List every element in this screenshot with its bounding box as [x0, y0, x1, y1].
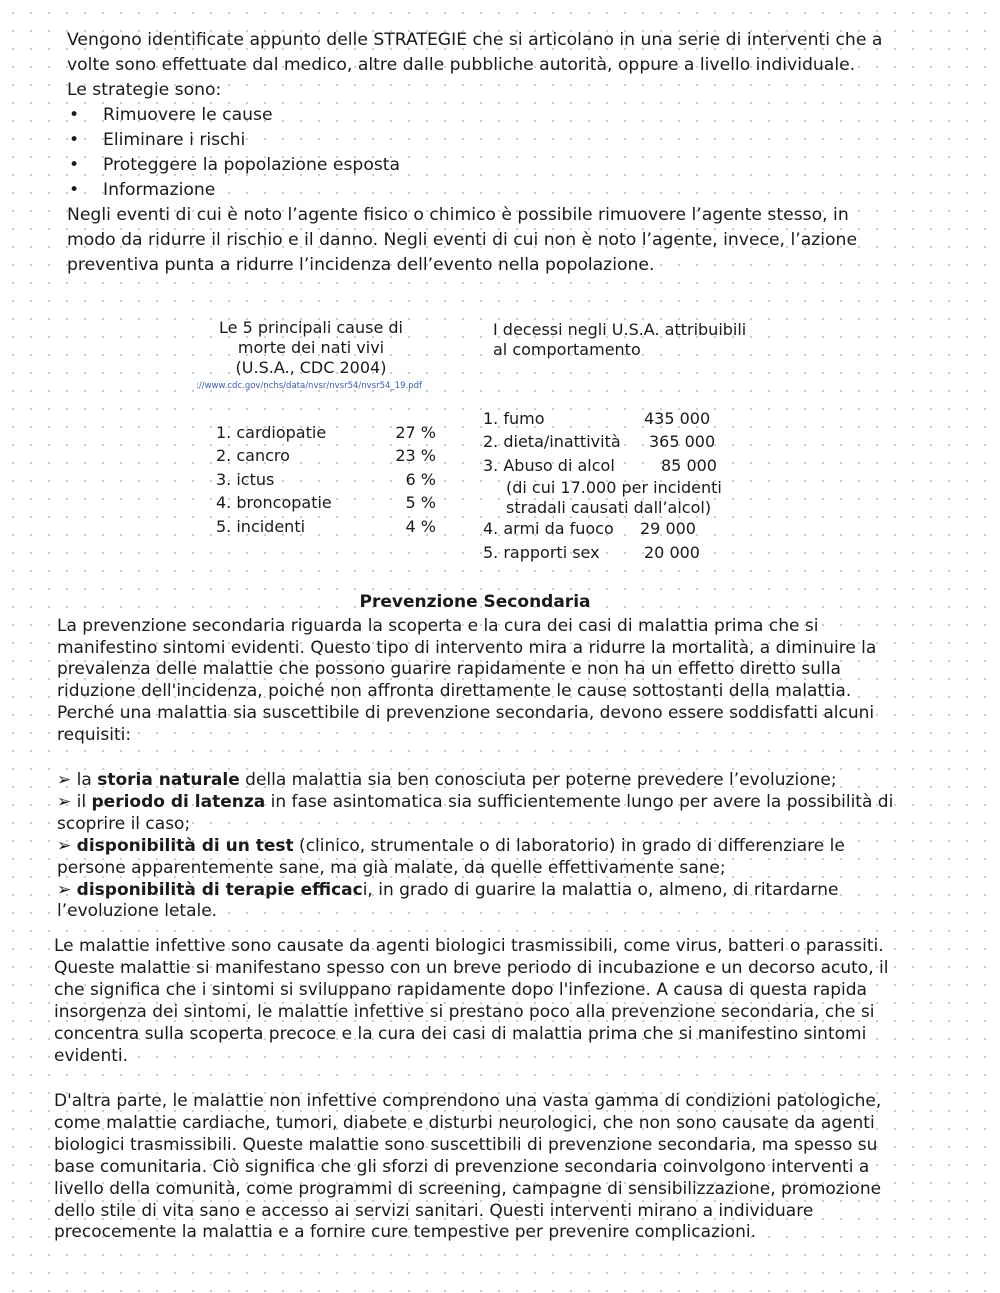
text-line: Perché una malattia sia suscettibile di prevenzione secondaria, devono essere soddisfatti alcuni — [57, 702, 875, 723]
source-link[interactable]: ://www.cdc.gov/nchs/data/nvsr/nvsr54/nvsr54_19.pdf — [196, 381, 422, 391]
text-line: prevalenza delle malattie che possono guarire rapidamente e non ha un effetto diretto sulla — [57, 659, 841, 680]
text-line: che significa che i sintomi si sviluppano rapidamente dopo l'infezione. A causa di questa rapida — [54, 979, 867, 1000]
text-line: insorgenza dei sintomi, le malattie infettive si prestano poco alla prevenzione secondaria, che si — [54, 1001, 875, 1022]
table-row — [216, 421, 436, 445]
noninfective-paragraph — [54, 1091, 954, 1244]
note-line: stradali causati dall’alcol) — [506, 497, 712, 517]
secondary-paragraph — [57, 616, 947, 746]
row-label: 5. incidenti — [216, 516, 306, 536]
arrow-icon: ➢ — [57, 835, 72, 856]
title-line: Le 5 principali cause di — [219, 318, 403, 337]
text-line: volte sono effettuate dal medico, altre dalle pubbliche autorità, oppure a livello individuale. — [67, 55, 856, 75]
table-title — [493, 320, 783, 360]
table-row — [216, 492, 436, 516]
row-value: 435 000 — [644, 408, 711, 428]
list-item: • Proteggere la popolazione esposta — [67, 153, 937, 178]
row-note — [483, 478, 783, 518]
requirement-item: ➢ il periodo di latenza in fase asintomatica sia sufficientemente lungo per avere la possibilità di — [57, 791, 894, 812]
requirement-continuation: l’evoluzione letale. — [57, 901, 218, 922]
table-row — [216, 468, 436, 492]
row-label: 5. rapporti sex — [483, 542, 600, 562]
row-value: 4 % — [405, 516, 436, 536]
text-line: Vengono identificate appunto delle STRATEGIE che si articolano in una serie di interventi che a — [67, 30, 883, 50]
row-value: 29 000 — [640, 519, 696, 539]
list-item: • Eliminare i rischi — [67, 128, 937, 153]
title-line: (U.S.A., CDC 2004) — [235, 358, 387, 377]
data-table — [216, 421, 436, 539]
text-line: La prevenzione secondaria riguarda la scoperta e la cura dei casi di malattia prima che si — [57, 616, 819, 636]
data-list — [483, 407, 783, 565]
infective-paragraph — [54, 936, 954, 1067]
text-line: D'altra parte, le malattie non infettive comprendono una vasta gamma di condizioni patologiche, — [54, 1091, 882, 1111]
text-line: biologici trasmissibili. Queste malattie sono suscettibili di prevenzione secondaria, ma spesso su — [54, 1134, 878, 1155]
text-line: manifestino sintomi evidenti. Questo tipo di intervento mira a ridurre la mortalità, a diminuire la — [57, 637, 877, 658]
text-line: come malattie cardiache, tumori, diabete e disturbi neurologici, che non sono causate da agenti — [54, 1112, 875, 1133]
text-line: Queste malattie si manifestano spesso con un breve periodo di incubazione e un decorso acuto, il — [54, 957, 889, 978]
behavior-deaths-table — [483, 320, 783, 565]
text-line: livello della comunità, come programmi di screening, campagne di sensibilizzazione, promozione — [54, 1178, 882, 1199]
text-line: Le strategie sono: — [67, 80, 222, 100]
text-line: preventiva punta a ridurre l’incidenza dell’evento nella popolazione. — [67, 255, 655, 275]
text-line: riduzione dell'incidenza, poiché non affronta direttamente le cause sottostanti della malattia. — [57, 681, 852, 702]
row-label: 3. ictus — [216, 469, 275, 489]
requirement-item: ➢ disponibilità di un test (clinico, strumentale o di laboratorio) in grado di differenziare le — [57, 835, 845, 856]
note-line: (di cui 17.000 per incidenti — [506, 477, 722, 497]
title-line: I decessi negli U.S.A. attribuibili — [493, 320, 747, 339]
table-row — [216, 515, 436, 539]
list-item: • Rimuovere le cause — [67, 103, 937, 128]
row-label: 3. Abuso di alcol — [483, 455, 615, 475]
table-row — [483, 518, 783, 542]
list-item: • Informazione — [67, 178, 937, 203]
text-line: modo da ridurre il rischio e il danno. Negli eventi di cui non è noto l’agente, invece, l’azione — [67, 230, 858, 250]
title-line: morte dei nati vivi — [237, 338, 385, 357]
row-value: 5 % — [405, 493, 436, 513]
row-label: 2. cancro — [216, 446, 290, 466]
text-line: dello stile di vita sano e accesso ai servizi sanitari. Questi interventi mirano a individuare — [54, 1200, 814, 1221]
row-label: 4. armi da fuoco — [483, 519, 614, 539]
arrow-icon: ➢ — [57, 879, 72, 900]
title-line: al comportamento — [493, 340, 641, 359]
row-label: 1. fumo — [483, 408, 545, 428]
row-label: 4. broncopatie — [216, 493, 332, 513]
requirement-continuation: scoprire il caso; — [57, 813, 191, 834]
section-heading: Prevenzione Secondaria — [359, 592, 591, 612]
table-title — [196, 318, 426, 378]
row-value: 20 000 — [644, 542, 700, 562]
table-row — [483, 431, 783, 455]
table-row — [216, 445, 436, 469]
table-row — [483, 541, 783, 565]
requirement-continuation: persone apparentemente sane, ma già malate, da quelle effettivamente sane; — [57, 857, 726, 878]
row-label: 2. dieta/inattività — [483, 432, 621, 452]
row-value: 23 % — [395, 446, 436, 466]
table-row — [483, 407, 783, 431]
text-line: requisiti: — [57, 724, 132, 745]
text-line: base comunitaria. Ciò significa che gli sforzi di prevenzione secondaria coinvolgono interventi a — [54, 1156, 870, 1177]
text-line: Negli eventi di cui è noto l’agente fisico o chimico è possibile rimuovere l’agente stesso, in — [67, 205, 849, 225]
causes-of-death-table — [196, 318, 446, 539]
table-row — [483, 454, 783, 478]
requirement-item: ➢ disponibilità di terapie efficaci, in grado di guarire la malattia o, almeno, di ritardarne — [57, 879, 839, 900]
row-value: 365 000 — [649, 432, 716, 452]
row-value: 85 000 — [661, 455, 717, 475]
text-line: precocemente la malattia e a fornire cure tempestive per prevenire complicazioni. — [54, 1222, 756, 1243]
text-line: evidenti. — [54, 1045, 129, 1066]
requirements-list — [57, 770, 957, 923]
row-value: 27 % — [395, 422, 436, 442]
text-line: Le malattie infettive sono causate da agenti biologici trasmissibili, come virus, batteri o parassiti. — [54, 936, 884, 956]
requirement-item: ➢ la storia naturale della malattia sia ben conosciuta per poterne prevedere l’evoluzione; — [57, 770, 837, 790]
text-line: concentra sulla scoperta precoce e la cura dei casi di malattia prima che si manifestino sintomi — [54, 1023, 867, 1044]
intro-section — [67, 28, 937, 278]
row-value: 6 % — [405, 469, 436, 489]
strategy-list — [67, 103, 937, 203]
row-label: 1. cardiopatie — [216, 422, 327, 442]
arrow-icon: ➢ — [57, 770, 72, 790]
arrow-icon: ➢ — [57, 791, 72, 812]
